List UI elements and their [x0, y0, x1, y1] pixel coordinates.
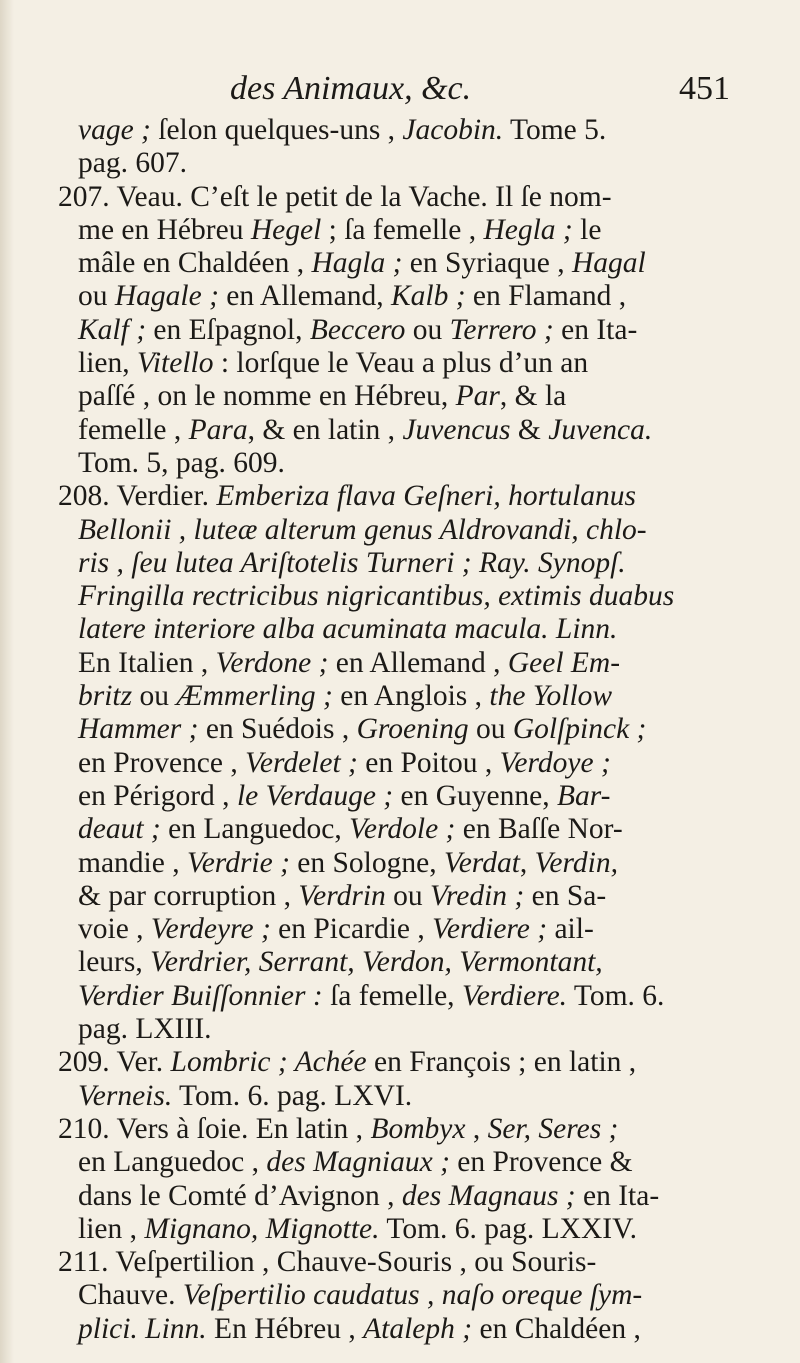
text-segment: Tom. 6. pag. LXVI.	[172, 1079, 413, 1112]
text-segment: , & la	[499, 380, 567, 413]
italic-segment: Hammer ;	[78, 713, 199, 746]
text-line	[58, 1080, 758, 1113]
text-line	[58, 1279, 758, 1312]
italic-segment: vage ;	[78, 114, 159, 146]
text-segment: ſa femelle,	[322, 979, 462, 1012]
italic-segment: Verdole ;	[349, 813, 456, 846]
text-segment: ail-	[547, 913, 594, 946]
italic-segment: Kalf ;	[78, 313, 147, 346]
italic-segment: Terrero ;	[449, 313, 554, 346]
text-segment: ou	[405, 313, 450, 346]
text-segment: , & en latin ,	[247, 413, 403, 446]
text-segment: ſelon quelques-uns ,	[158, 114, 403, 146]
text-line	[58, 580, 758, 613]
italic-segment: Bombyx	[370, 1112, 466, 1145]
text-segment: en Languedoc,	[160, 813, 350, 846]
italic-segment: des Magniaux ;	[266, 1146, 450, 1179]
text-segment: me en Hébreu	[78, 213, 251, 246]
text-line	[58, 1046, 758, 1079]
text-segment: : lorſque le Veau a plus d’un an	[213, 347, 589, 380]
text-segment: ,	[519, 846, 535, 879]
text-segment: en Allemand,	[218, 280, 391, 313]
text-line	[58, 613, 758, 646]
text-segment: ou	[385, 879, 431, 912]
italic-segment: Verneis.	[78, 1079, 173, 1112]
text-segment: en Eſpagnol,	[146, 313, 310, 346]
italic-segment: Hagale ;	[114, 280, 219, 313]
text-segment: en Baſſe Nor-	[455, 813, 623, 846]
text-segment: dans le Comté d’Avignon ,	[78, 1179, 402, 1212]
italic-segment: Verdiere.	[461, 979, 568, 1012]
italic-segment: Verdier Buiſſonnier :	[78, 979, 323, 1012]
italic-segment: Juvenca.	[548, 413, 653, 446]
italic-segment: Groening	[356, 713, 469, 746]
text-line	[58, 713, 758, 746]
italic-segment: the Yollow	[489, 680, 613, 713]
text-segment: en Ita-	[575, 1179, 660, 1212]
text-segment: lien ,	[78, 1212, 145, 1245]
italic-segment: Mignano, Mignotte.	[144, 1212, 380, 1245]
text-line	[58, 813, 758, 846]
text-segment: en Provence &	[449, 1146, 633, 1179]
italic-segment: Verdone ;	[215, 646, 329, 679]
text-segment: ; ſa femelle ,	[321, 213, 484, 246]
text-segment: Chauve.	[78, 1279, 183, 1312]
text-line	[58, 414, 758, 447]
text-segment: 209. Ver.	[58, 1046, 171, 1079]
text-segment: paſſé , on le nomme en Hébreu,	[78, 380, 456, 413]
text-segment: femelle ,	[78, 413, 189, 446]
text-line	[58, 1113, 758, 1146]
text-segment: en Languedoc ,	[78, 1146, 267, 1179]
italic-segment: ris , ſeu lutea Ariſtotelis Turneri ; Ray. Synopſ.	[78, 546, 626, 579]
text-line	[58, 514, 758, 547]
italic-segment: Verdelet ;	[245, 746, 358, 779]
italic-segment: des Magnaus ;	[401, 1179, 576, 1212]
text-segment: & par corruption ,	[78, 879, 299, 912]
text-line	[58, 214, 758, 247]
text-segment: ,	[465, 1112, 488, 1145]
text-segment: en Allemand ,	[328, 646, 508, 679]
italic-segment: latere interiore alba acuminata macula. Linn.	[78, 613, 618, 646]
text-line	[58, 314, 758, 347]
italic-segment: Verdiere ;	[432, 913, 548, 946]
text-line	[58, 181, 758, 214]
italic-segment: Ataleph ;	[363, 1312, 473, 1345]
text-segment: 211. Veſpertilion , Chauve-Souris , ou Souris-	[58, 1246, 597, 1279]
italic-segment: Verdrier, Serrant, Verdon, Vermontant,	[150, 946, 603, 979]
italic-segment: Æmmerling ;	[176, 680, 333, 713]
text-line	[58, 680, 758, 713]
running-title: des Animaux, &c.	[230, 70, 472, 107]
text-segment: en Anglois ,	[332, 680, 490, 713]
text-segment: ou	[132, 680, 177, 713]
text-line	[58, 946, 758, 979]
text-line	[58, 647, 758, 680]
text-segment: en Provence ,	[78, 746, 246, 779]
text-segment: en Sologne,	[289, 846, 444, 879]
text-segment: Tom. 5, pag. 609.	[78, 446, 285, 479]
text-line	[58, 1246, 758, 1279]
text-segment: en Flamand ,	[465, 280, 627, 313]
text-line	[58, 980, 758, 1013]
text-line	[58, 747, 758, 780]
text-segment: 208. Verdier.	[58, 480, 217, 513]
text-line	[58, 114, 758, 147]
italic-segment: Hegla ;	[483, 213, 573, 246]
text-segment: En Italien ,	[78, 646, 216, 679]
text-line	[58, 480, 758, 513]
italic-segment: deaut ;	[78, 813, 161, 846]
text-line	[58, 147, 758, 180]
italic-segment: Beccero	[309, 313, 406, 346]
text-line	[58, 547, 758, 580]
text-segment: leurs,	[78, 946, 151, 979]
text-segment: ou	[78, 280, 115, 313]
text-line	[58, 447, 758, 480]
text-segment: Tome 5.	[503, 114, 607, 146]
text-segment: en Sa-	[524, 879, 607, 912]
text-segment: pag. 607.	[78, 147, 187, 180]
text-line	[58, 780, 758, 813]
text-segment: le	[572, 213, 602, 246]
italic-segment: le Verdauge ;	[236, 779, 394, 812]
text-line	[58, 347, 758, 380]
text-line	[58, 1146, 758, 1179]
italic-segment: britz	[78, 680, 133, 713]
italic-segment: Verdin,	[534, 846, 618, 879]
italic-segment: Geel Em-	[507, 646, 621, 679]
italic-segment: Hagal	[572, 247, 646, 280]
page-number: 451	[679, 70, 730, 107]
text-segment: en Ita-	[553, 313, 638, 346]
running-header	[230, 70, 730, 114]
text-segment: mandie ,	[78, 846, 187, 879]
italic-segment: Emberiza flava Geſneri, hortulanus	[216, 480, 636, 513]
text-segment: en Poitou ,	[357, 746, 500, 779]
text-line	[58, 247, 758, 280]
italic-segment: Par	[455, 380, 500, 413]
text-segment: ou	[468, 713, 513, 746]
text-line	[58, 280, 758, 313]
italic-segment: Juvencus	[402, 413, 511, 446]
italic-segment: Lombric ; Achée	[170, 1046, 367, 1079]
italic-segment: Bar-	[556, 779, 611, 812]
italic-segment: Verdrin	[298, 879, 386, 912]
italic-segment: Verdeyre ;	[150, 913, 271, 946]
text-line	[58, 1013, 758, 1046]
text-segment: pag. LXIII.	[78, 1013, 212, 1046]
text-segment: Tom. 6.	[567, 979, 665, 1012]
italic-segment: Fringilla rectricibus nigricantibus, extimis duabus	[78, 580, 675, 613]
text-segment: en Syriaque ,	[402, 247, 572, 280]
italic-segment: Hegel	[250, 213, 322, 246]
text-line	[58, 380, 758, 413]
text-segment: en Suédois ,	[198, 713, 357, 746]
text-segment: voie ,	[78, 913, 151, 946]
text-segment: En Hébreu ,	[206, 1312, 364, 1345]
text-line	[58, 913, 758, 946]
text-segment: lien,	[78, 347, 137, 380]
italic-segment: Verdat	[443, 846, 520, 879]
italic-segment: Kalb ;	[390, 280, 466, 313]
text-line	[58, 880, 758, 913]
page-edge	[0, 0, 14, 1363]
text-segment: &	[510, 413, 549, 446]
italic-segment: Para	[188, 413, 248, 446]
italic-segment: plici. Linn.	[78, 1312, 207, 1345]
italic-segment: Ser, Seres ;	[487, 1112, 619, 1145]
italic-segment: Hagla ;	[311, 247, 403, 280]
text-segment: 207. Veau. C’eſt le petit de la Vache. Il ſe nom-	[58, 180, 612, 213]
text-line	[58, 1213, 758, 1246]
text-line	[58, 1180, 758, 1213]
text-line	[58, 847, 758, 880]
italic-segment: Jacobin.	[402, 114, 504, 146]
text-segment: 210. Vers à ſoie. En latin ,	[58, 1112, 371, 1145]
italic-segment: Verdoye ;	[499, 746, 611, 779]
text-segment: Tom. 6. pag. LXXIV.	[379, 1212, 637, 1245]
italic-segment: Bellonii , luteæ alterum genus Aldrovandi, chlo-	[78, 513, 647, 546]
italic-segment: Veſpertilio caudatus , naſo oreque ſym-	[182, 1279, 643, 1312]
text-segment: en Guyenne,	[393, 779, 557, 812]
body-text	[58, 114, 758, 1346]
text-segment: en François ; en latin ,	[366, 1046, 637, 1079]
text-segment: en Picardie ,	[270, 913, 433, 946]
text-line	[58, 1313, 758, 1346]
italic-segment: Vredin ;	[430, 879, 525, 912]
italic-segment: Vitello	[137, 347, 214, 380]
text-segment: en Chaldéen ,	[472, 1312, 641, 1345]
text-segment: mâle en Chaldéen ,	[78, 247, 312, 280]
italic-segment: Verdrie ;	[186, 846, 290, 879]
italic-segment: Golſpinck ;	[512, 713, 647, 746]
text-segment: en Périgord ,	[78, 779, 237, 812]
